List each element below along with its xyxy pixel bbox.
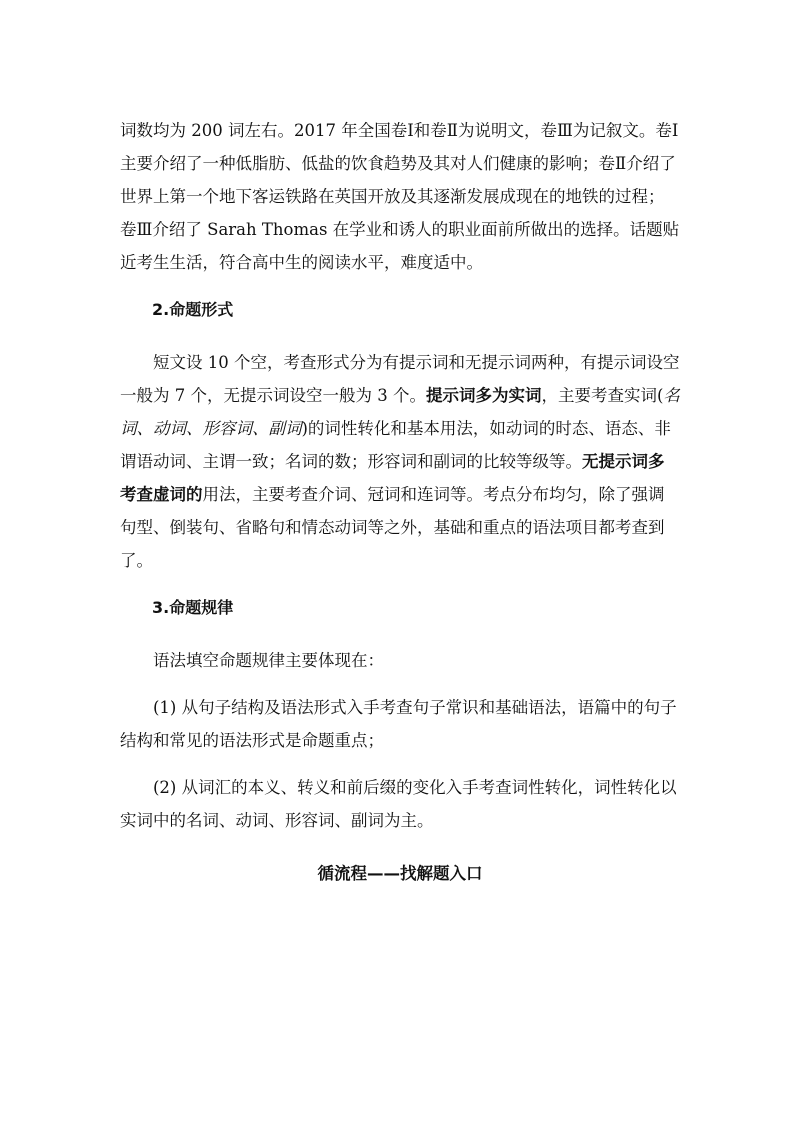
document-page [120,114,680,890]
section-2-text-a: 短文设 10 个空，考查形式分为有提示词和无提示词两种，有提示词设空一般为 7 个，无提示词设空一般为 3 个。 [120,353,680,405]
section-2-bold-a: 提示词多为实词 [425,386,542,405]
section-2-text-d: 用法，主要考查介词、冠词和连词等。考点分布均匀，除了强调句型、倒装句、省略句和情态动词等之外，基础和重点的语法项目都考查到了。 [120,485,665,570]
intro-paragraph: 词数均为 200 词左右。2017 年全国卷Ⅰ和卷Ⅱ为说明文，卷Ⅲ为记叙文。卷Ⅰ主要介绍了一种低脂肪、低盐的饮食趋势及其对人们健康的影响；卷Ⅱ介绍了世界上第一个地下客运铁路在英国开放及其逐渐发展成现在的地铁的过程；卷Ⅲ介绍了 Sarah Thomas 在学业和诱人的职业面前所做出的选择。话题贴近考生生活，符合高中生的阅读水平，难度适中。 [120,121,680,272]
section-3-item-2: (2) 从词汇的本义、转义和前后缀的变化入手考查词性转化，词性转化以实词中的名词、动词、形容词、副词为主。 [120,778,677,830]
section-3-lead: 语法填空命题规律主要体现在： [153,651,384,670]
section-3-item-1: (1) 从句子结构及语法形式入手考查句子常识和基础语法，语篇中的句子结构和常见的语法形式是命题重点； [120,698,677,750]
section-2-italic: 名词、动词、形容词、副词 [120,386,680,438]
section-2-heading: 2.命题形式 [152,300,234,319]
section-2-text-b: ，主要考查实词( [541,386,664,405]
section-2-bold-b: 无提示词多考查虚词的 [120,452,665,504]
section-3-heading: 3.命题规律 [152,598,234,617]
section-2-paragraph [120,346,680,577]
footer-title: 循流程——找解题入口 [317,864,483,883]
section-2-text-c: )的词性转化和基本用法，如动词的时态、语态、非谓语动词、主谓一致；名词的数；形容词和副词的比较等级等。 [120,419,671,471]
